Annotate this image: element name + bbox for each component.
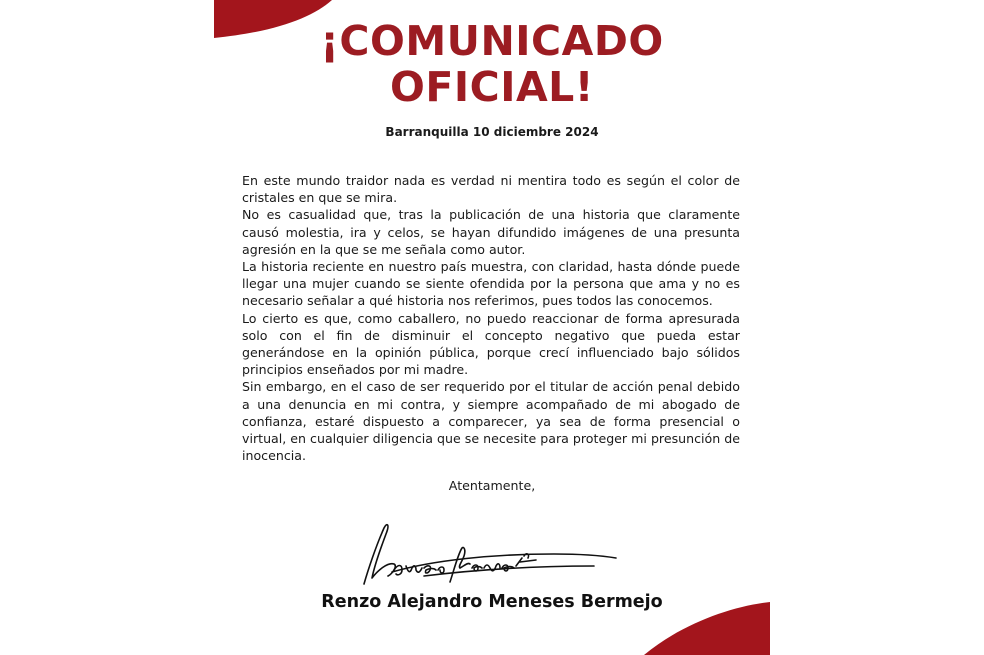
statement-body	[242, 172, 740, 464]
paragraph-5: Sin embargo, en el caso de ser requerido por el titular de acción penal debido a una denuncia en mi contra, y siempre acompañado de mi abogado de confianza, estaré dispuesto a comparecer, ya sea de forma presencial o virtual, en cualquier diligencia que se necesite para proteger mi presunción de inocencia.	[242, 379, 740, 464]
closing-salutation: Atentamente,	[448, 478, 536, 493]
signer-name: Renzo Alejandro Meneses Bermejo	[321, 592, 663, 612]
document-page	[214, 0, 770, 655]
paragraph-1: En este mundo traidor nada es verdad ni mentira todo es según el color de cristales en que se mira.	[242, 173, 740, 206]
document-date: Barranquilla 10 diciembre 2024	[385, 125, 599, 139]
title-line-2: OFICIAL!	[389, 63, 594, 111]
title-line-1: ¡COMUNICADO	[320, 17, 664, 65]
paragraph-3: La historia reciente en nuestro país muestra, con claridad, hasta dónde puede llegar una mujer cuando se siente ofendida por la persona que ama y no es necesario señalar a qué historia nos referimos, pues todos las conocemos.	[242, 259, 740, 309]
paragraph-2: No es casualidad que, tras la publicación de una historia que claramente causó molestia, ira y celos, se hayan difundido imágenes de una presunta agresión en la que se me señala como autor.	[242, 207, 740, 257]
paragraph-4: Lo cierto es que, como caballero, no puedo reaccionar de forma apresurada solo con el fin de disminuir el concepto negativo que pueda estar generándose en la opinión pública, porque crecí influenciado bajo sólidos principios enseñados por mi madre.	[242, 310, 740, 378]
handwritten-signature	[354, 510, 624, 598]
